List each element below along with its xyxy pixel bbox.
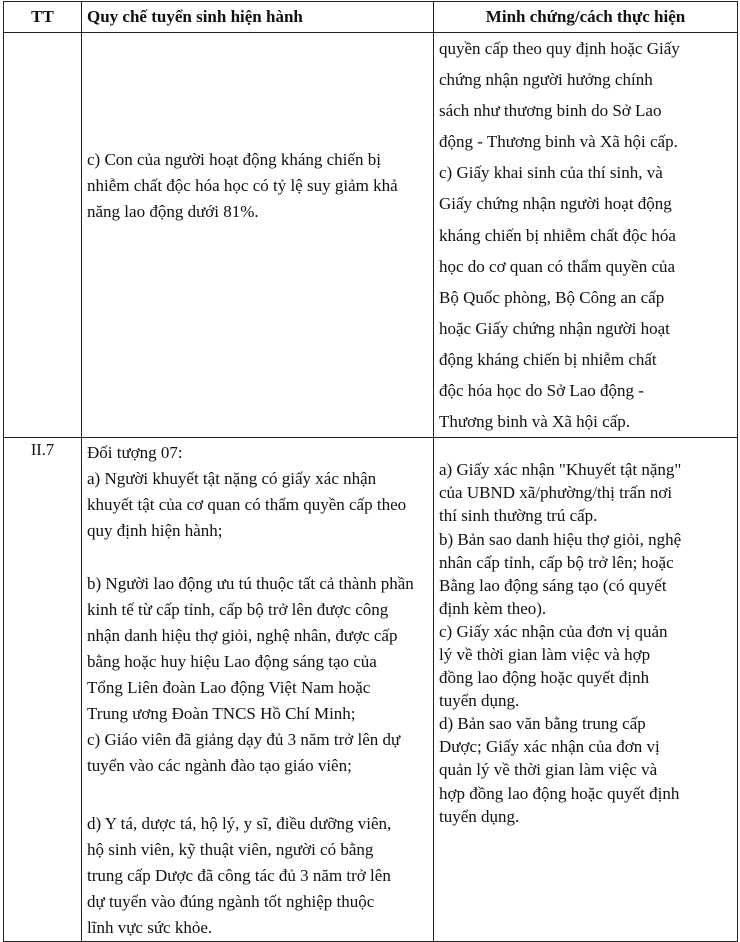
row1-regulation: [82, 33, 434, 438]
text-line: tuyển dụng.: [439, 691, 520, 711]
row2-evidence-c: [439, 620, 732, 712]
text-line: dự tuyển vào đúng ngành tốt nghiệp thuộc: [87, 892, 375, 912]
row2-regulation-a: [87, 466, 428, 544]
text-line: b) Bản sao danh hiệu thợ giỏi, nghệ: [439, 529, 682, 549]
text-line: a) Người khuyết tật nặng có giấy xác nhận: [87, 469, 377, 489]
row2-evidence: [434, 438, 738, 942]
row1-regulation-c: [87, 147, 428, 225]
row1-evidence: [434, 33, 738, 438]
text-line: Bộ Quốc phòng, Bộ Công an cấp: [439, 287, 665, 307]
text-line: định kèm theo).: [439, 598, 547, 618]
text-line: kinh tế từ cấp tỉnh, cấp bộ trở lên được công: [87, 600, 389, 620]
text-line: quy định hiện hành;: [87, 521, 223, 541]
text-line: nhân cấp tỉnh, cấp bộ trở lên; hoặc: [439, 552, 674, 572]
row2-regulation-c: [87, 727, 428, 779]
text-line: Trung ương Đoàn TNCS Hồ Chí Minh;: [87, 704, 356, 724]
text-line: hộ sinh viên, kỹ thuật viên, người có bằng: [87, 840, 374, 860]
text-line: Giấy chứng nhận người hoạt động: [439, 194, 672, 214]
text-line: quản lý về thời gian làm việc và: [439, 760, 658, 780]
text-line: tuyển vào các ngành đào tạo giáo viên;: [87, 756, 352, 776]
text-line: Tổng Liên đoàn Lao động Việt Nam hoặc: [87, 678, 371, 698]
row2-regulation-b: [87, 571, 428, 727]
text-line: kháng chiến bị nhiễm chất độc hóa: [439, 225, 676, 245]
row2-evidence-b: [439, 528, 732, 620]
text-line: độc hóa học do Sở Lao động -: [439, 381, 644, 401]
text-line: động - Thương binh và Xã hội cấp.: [439, 132, 678, 152]
text-line: c) Giấy khai sinh của thí sinh, và: [439, 163, 663, 183]
row2-regulation-d: [87, 811, 428, 941]
text-line: hoặc Giấy chứng nhận người hoạt: [439, 318, 670, 338]
text-line: nhận danh hiệu thợ giỏi, nghệ nhân, được cấp: [87, 626, 398, 646]
text-line: Dược; Giấy xác nhận của đơn vị: [439, 737, 660, 757]
row2-regulation-title: Đối tượng 07:: [87, 443, 183, 463]
text-line: động kháng chiến bị nhiễm chất: [439, 349, 657, 369]
text-line: c) Giáo viên đã giảng dạy đủ 3 năm trở lên dự: [87, 730, 401, 750]
table-row: [4, 33, 738, 438]
text-line: đồng lao động hoặc quyết định: [439, 668, 650, 688]
table-row: [4, 438, 738, 942]
text-line: lĩnh vực sức khỏe.: [87, 918, 213, 938]
row2-evidence-d: [439, 712, 732, 827]
text-line: b) Người lao động ưu tú thuộc tất cả thành phần: [87, 574, 414, 594]
row2-tt: II.7: [4, 438, 82, 942]
header-tt: TT: [4, 2, 82, 33]
text-line: c) Con của người hoạt động kháng chiến bị: [87, 150, 381, 169]
text-line: bằng hoặc huy hiệu Lao động sáng tạo của: [87, 652, 377, 672]
row2-regulation: [82, 438, 434, 942]
text-line: chứng nhận người hưởng chính: [439, 70, 653, 90]
text-line: thí sinh thường trú cấp.: [439, 506, 598, 526]
row2-evidence-a: [439, 458, 732, 527]
regulation-table: [3, 1, 738, 942]
row1-tt: [4, 33, 82, 438]
text-line: sách như thương binh do Sở Lao: [439, 101, 662, 121]
text-line: tuyển dụng.: [439, 806, 520, 826]
text-line: a) Giấy xác nhận "Khuyết tật nặng": [439, 460, 682, 480]
table-header-row: [4, 2, 738, 33]
text-line: khuyết tật của cơ quan có thẩm quyền cấp theo: [87, 495, 407, 515]
text-line: d) Bản sao văn bằng trung cấp: [439, 714, 646, 734]
text-line: Bằng lao động sáng tạo (có quyết: [439, 575, 667, 595]
spacer: [87, 544, 428, 571]
text-line: lý về thời gian làm việc và hợp: [439, 644, 651, 664]
text-line: Thương binh và Xã hội cấp.: [439, 412, 630, 432]
header-evidence: Minh chứng/cách thực hiện: [434, 2, 738, 33]
header-regulation: Quy chế tuyển sinh hiện hành: [82, 2, 434, 33]
text-line: trung cấp Dược đã công tác đủ 3 năm trở lên: [87, 866, 391, 886]
text-line: d) Y tá, dược tá, hộ lý, y sĩ, điều dưỡng viên,: [87, 814, 392, 834]
text-line: c) Giấy xác nhận của đơn vị quản: [439, 621, 668, 641]
text-line: hợp đồng lao động hoặc quyết định: [439, 783, 680, 803]
text-line: học do cơ quan có thẩm quyền của: [439, 256, 676, 276]
text-line: năng lao động dưới 81%.: [87, 202, 259, 221]
spacer: [87, 779, 428, 811]
text-line: của UBND xã/phường/thị trấn nơi: [439, 483, 673, 503]
text-line: quyền cấp theo quy định hoặc Giấy: [439, 39, 680, 58]
text-line: nhiễm chất độc hóa học có tỷ lệ suy giảm khả: [87, 176, 398, 195]
